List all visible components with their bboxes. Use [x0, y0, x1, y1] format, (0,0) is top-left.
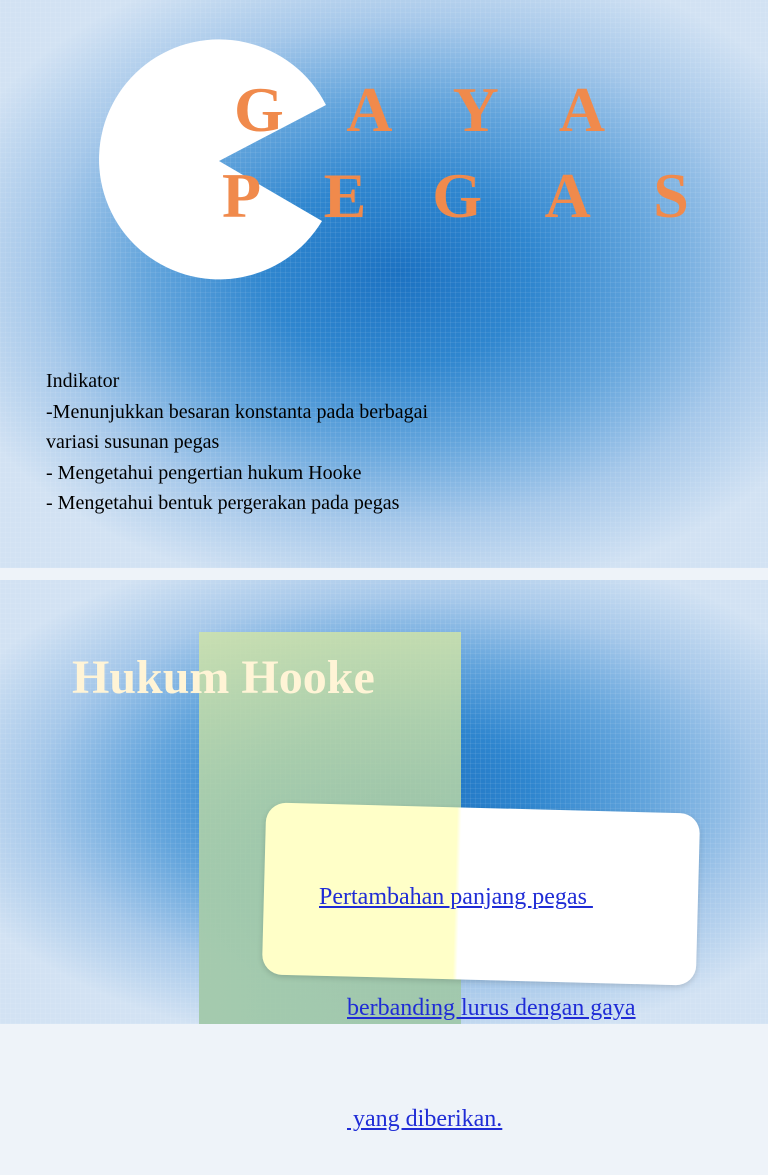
slide-gaya-pegas	[0, 0, 768, 568]
definition-line-3	[283, 1064, 703, 1175]
definition-link[interactable]: yang diberikan.	[347, 1106, 503, 1132]
indicator-item: - Mengetahui pengertian hukum Hooke	[46, 461, 362, 484]
definition-line-2	[283, 953, 703, 1064]
title-line-2: P E G A S	[222, 160, 714, 231]
indicator-block	[46, 366, 566, 519]
definition-line-1	[283, 842, 703, 953]
slide-title: Hukum Hooke	[72, 651, 375, 704]
indicator-item: variasi susunan pegas	[46, 431, 220, 453]
definition-link[interactable]: Pertambahan panjang pegas	[319, 884, 593, 910]
definition-text	[283, 842, 703, 1175]
definition-link[interactable]: berbanding lurus dengan gaya	[347, 995, 636, 1021]
slide-hukum-hooke	[0, 580, 768, 1132]
indicator-item: -Menunjukkan besaran konstanta pada berbagai	[46, 400, 429, 423]
indicator-item: - Mengetahui bentuk pergerakan pada pegas	[46, 492, 400, 514]
title-line-1: G A Y A	[234, 74, 631, 145]
indicator-heading: Indikator	[46, 370, 120, 392]
